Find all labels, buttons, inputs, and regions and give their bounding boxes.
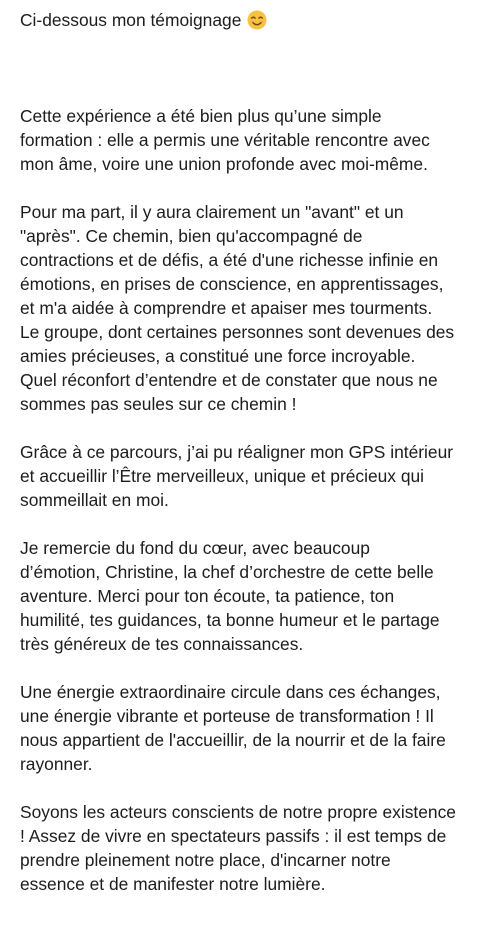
paragraph-6: Soyons les acteurs conscients de notre propre existence ! Assez de vivre en spectateurs passifs : il est temps de prendre pleinement notre place, d'incarner notre essence et de manifester notre lumière. xyxy=(20,802,456,894)
paragraph-5: Une énergie extraordinaire circule dans ces échanges, une énergie vibrante et porteuse de transformation ! Il nous appartient de l'accueillir, de la nourrir et de la faire rayonner. xyxy=(20,682,446,774)
intro-line xyxy=(20,6,480,34)
paragraph-2: Pour ma part, il y aura clairement un "avant" et un "après". Ce chemin, bien qu'accompagné de contractions et de défis, a été d'une richesse infinie en émotions, en prises de conscience, en apprentissages, et m'a aidée à comprendre et apaiser mes tourments. Le groupe, dont certaines personnes sont devenues des amies précieuses, a constitué une force incroyable. Quel réconfort d’entendre et de constater que nous ne sommes pas seules sur ce chemin ! xyxy=(20,202,455,414)
paragraph-4: Je remercie du fond du cœur, avec beaucoup d’émotion, Christine, la chef d’orchestre de cette belle aventure. Merci pour ton écoute, ta patience, ton humilité, tes guidances, ta bonne humeur et le partage très généreux de tes connaissances. xyxy=(20,538,440,654)
intro-text: Ci-dessous mon témoignage xyxy=(20,10,242,30)
spacer xyxy=(20,34,480,104)
smiling-face-emoji-icon xyxy=(247,10,267,30)
paragraph-1: Cette expérience a été bien plus qu’une simple formation : elle a permis une véritable rencontre avec mon âme, voire une union profonde avec moi-même. xyxy=(20,106,430,174)
paragraph-3: Grâce à ce parcours, j’ai pu réaligner mon GPS intérieur et accueillir l’Être merveilleux, unique et précieux qui sommeillait en moi. xyxy=(20,442,454,510)
